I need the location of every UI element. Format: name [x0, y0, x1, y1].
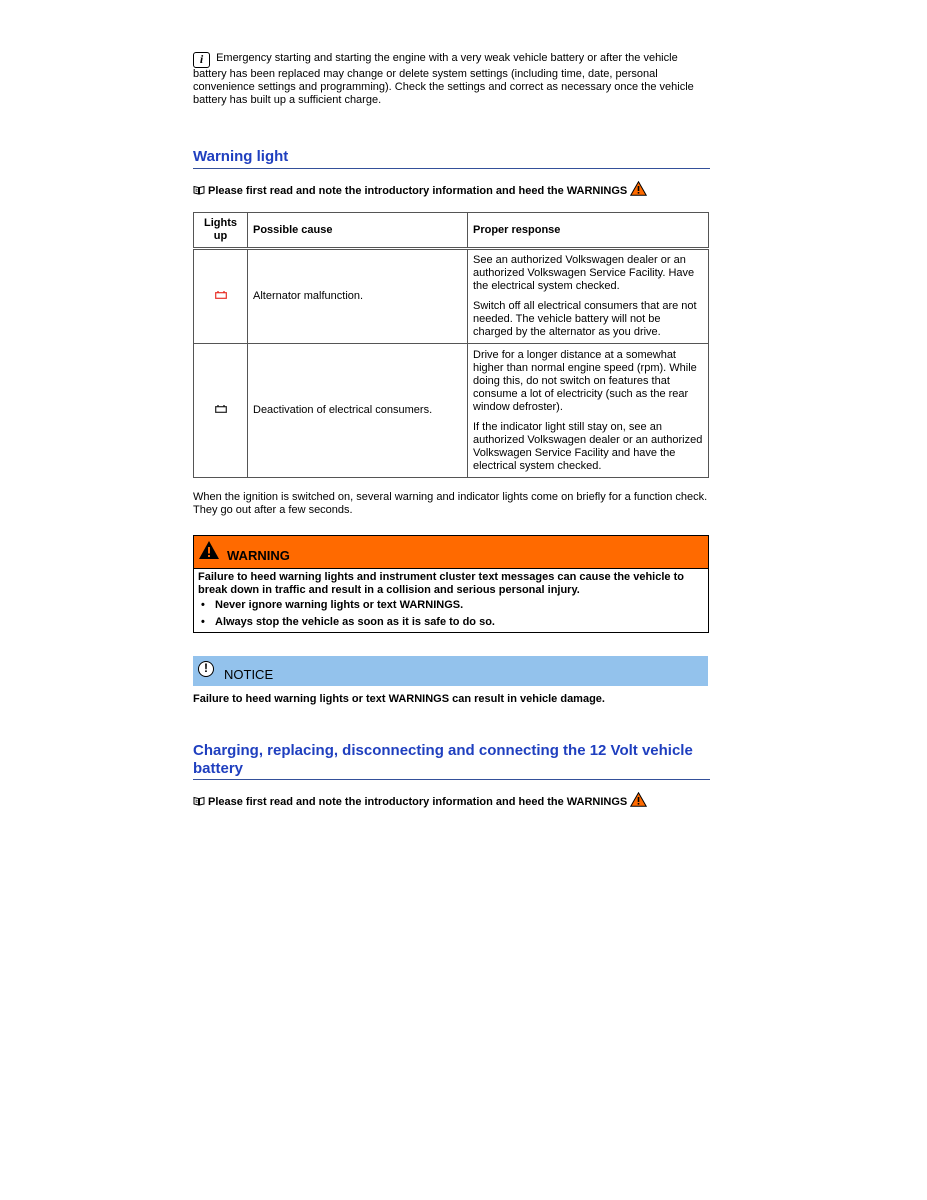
- info-note: [193, 52, 713, 107]
- warning-triangle-icon: [198, 540, 220, 560]
- column-header-proper-response: Proper response: [468, 213, 709, 249]
- notice-exclamation-icon: !: [198, 661, 214, 677]
- notice-title: NOTICE: [224, 667, 274, 682]
- info-note-text: Emergency starting and starting the engine with a very weak vehicle battery or after the vehicle battery has been replaced may change or delete system settings (including time, date, personal convenience settings and programming). Check the settings and correct as necessary once the vehicle battery has built up a sufficient charge.: [193, 52, 694, 106]
- column-header-possible-cause: Possible cause: [248, 213, 468, 249]
- list-item: • Never ignore warning lights or text WARNINGS.: [198, 599, 704, 612]
- warning-bullets: [198, 599, 704, 629]
- warning-title: WARNING: [227, 548, 290, 563]
- warning-text: Failure to heed warning lights and instrument cluster text messages can cause the vehicle to break down in traffic and result in a collision and serious personal injury.: [198, 571, 684, 596]
- warning-triangle-icon: [630, 792, 647, 807]
- column-header-lights-up: Lights up: [194, 213, 248, 249]
- response-cell: [468, 249, 709, 344]
- intro-line: [193, 792, 647, 809]
- notice-text: Failure to heed warning lights or text WARNINGS can result in vehicle damage.: [193, 693, 605, 705]
- table-header-row: [194, 213, 709, 249]
- book-icon: [193, 796, 205, 806]
- table-row: [194, 249, 709, 344]
- response-cell: [468, 344, 709, 478]
- info-icon: i: [193, 52, 210, 68]
- response-paragraph: See an authorized Volkswagen dealer or an authorized Volkswagen Service Facility. Have the electrical system checked.: [473, 254, 695, 292]
- response-paragraph: If the indicator light still stay on, see an authorized Volkswagen dealer or an authorized Volkswagen Service Facility and have the electrical system checked.: [473, 420, 703, 472]
- notice-bar: [193, 656, 708, 686]
- response-paragraph: Drive for a longer distance at a somewhat higher than normal engine speed (rpm). While doing this, do not switch on features that consume a lot of electricity (such as the rear window defroster).: [473, 348, 697, 413]
- list-item: • Always stop the vehicle as soon as it is safe to do so.: [198, 616, 704, 629]
- lights-up-cell: [194, 344, 248, 478]
- warning-triangle-icon: [630, 181, 647, 196]
- section-heading-warning-light: Warning light: [193, 148, 710, 169]
- warning-box: [193, 535, 709, 633]
- cause-cell: Deactivation of electrical consumers.: [248, 344, 468, 478]
- response-paragraph: Switch off all electrical consumers that are not needed. The vehicle battery will not be charged by the alternator as you drive.: [473, 300, 697, 338]
- table-row: [194, 344, 709, 478]
- lights-up-cell: [194, 249, 248, 344]
- warning-body: [194, 569, 708, 635]
- warning-lights-table: [193, 212, 709, 478]
- intro-text: Please first read and note the introductory information and heed the WARNINGS: [208, 185, 628, 197]
- book-icon: [193, 185, 205, 195]
- ignition-paragraph: When the ignition is switched on, several warning and indicator lights come on briefly for a function check. They go out after a few seconds.: [193, 491, 708, 516]
- cause-cell: Alternator malfunction.: [248, 249, 468, 344]
- intro-text: Please first read and note the introductory information and heed the WARNINGS: [208, 796, 628, 808]
- battery-icon: [215, 405, 227, 413]
- intro-line: [193, 181, 647, 198]
- battery-icon: [215, 291, 227, 299]
- section-heading-charging: Charging, replacing, disconnecting and connecting the 12 Volt vehicle battery: [193, 742, 710, 780]
- warning-header: [194, 536, 708, 569]
